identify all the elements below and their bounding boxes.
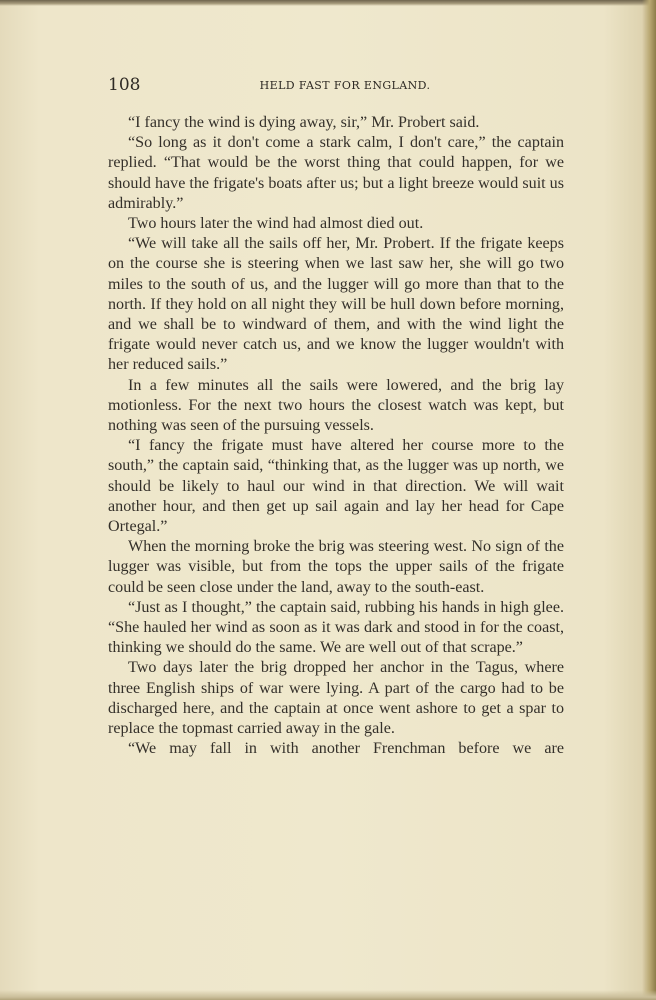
- paragraph-continued: “We may fall in with another Frenchman before we are: [128, 740, 564, 758]
- paragraph: “I fancy the frigate must have altered her course more to the south,” the captain said, “thinking that, as the lugger was up north, we should be likely to haul our wind in that direction. We will wait another hour, and then get up sail again and lay her head for Cape Ortegal.”: [108, 437, 564, 536]
- body-text: [108, 113, 564, 760]
- paragraph: When the morning broke the brig was steering west. No sign of the lugger was visible, but from the tops the upper sails of the frigate could be seen close under the land, away to the south-east.: [108, 538, 564, 596]
- paragraph: “I fancy the wind is dying away, sir,” Mr. Probert said.: [128, 114, 480, 131]
- paragraph: “We will take all the sails off her, Mr. Probert. If the frigate keeps on the course she is steering when we last saw her, she will go two miles to the south of us, and the lugger will go more than that to the north. If they hold on all night they will be hull down before morning, and we shall be to windward of them, and with the wind light the frigate would never catch us, and we know the lugger wouldn't with her reduced sails.”: [108, 235, 564, 374]
- page-header: [108, 74, 564, 96]
- page-right-edge: [642, 0, 656, 1000]
- running-title: HELD FAST FOR ENGLAND.: [259, 79, 431, 92]
- page-bottom-edge: [0, 990, 656, 1000]
- page-number: 108: [108, 75, 141, 95]
- paragraph: “Just as I thought,” the captain said, rubbing his hands in high glee. “She hauled her wind as soon as it was dark and stood in for the coast, thinking we should do the same. We are well out of that scrape.”: [108, 598, 564, 657]
- paragraph: “So long as it don't come a stark calm, I don't care,” the captain replied. “That would be the worst thing that could happen, for we should have the frigate's boats after us; but a light breeze would suit us admirably.”: [108, 134, 564, 212]
- paragraph: In a few minutes all the sails were lowered, and the brig lay motionless. For the next two hours the closest watch was kept, but nothing was seen of the pursuing vessels.: [108, 376, 564, 435]
- page-top-edge: [0, 0, 656, 6]
- paragraph: Two hours later the wind had almost died out.: [128, 215, 424, 233]
- paragraph: Two days later the brig dropped her anchor in the Tagus, where three English ships of war were lying. A part of the cargo had to be discharged here, and the captain at once went ashore to get a spar to replace the topmast carried away in the gale.: [108, 659, 564, 738]
